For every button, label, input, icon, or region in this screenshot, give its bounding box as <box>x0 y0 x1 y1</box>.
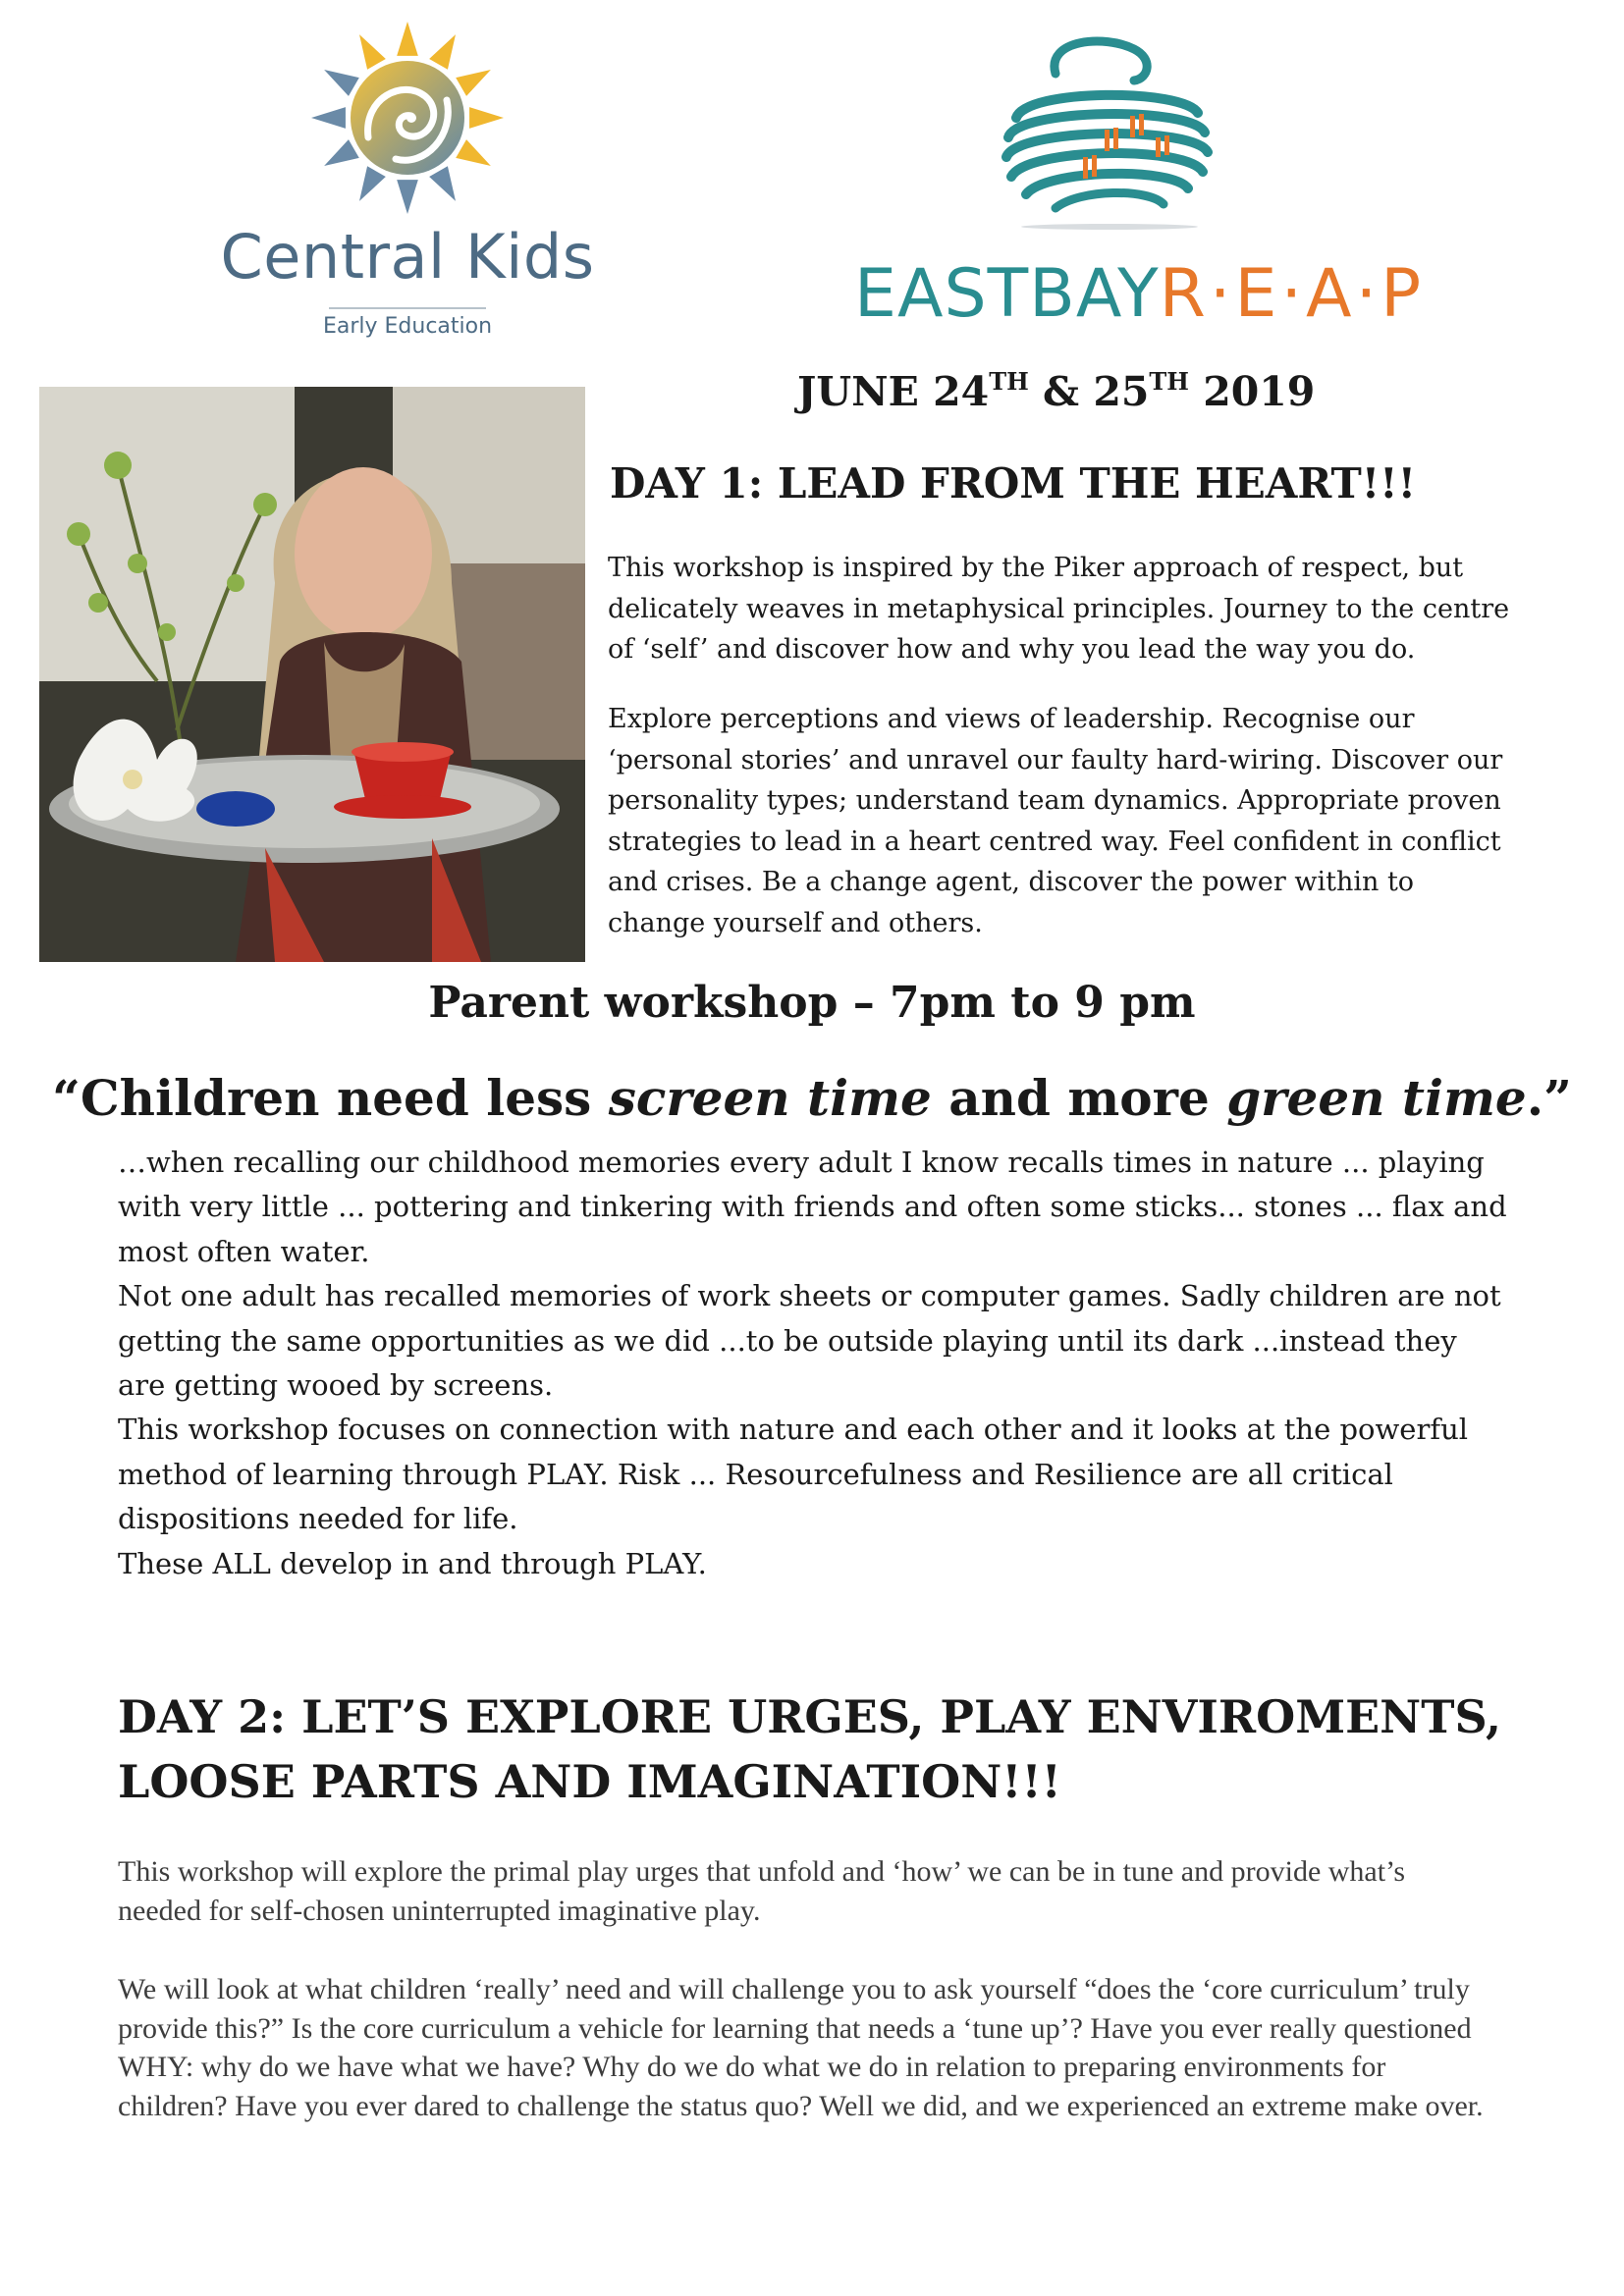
parent-workshop-heading: Parent workshop – 7pm to 9 pm <box>428 978 1196 1028</box>
day1-paragraph: Explore perceptions and views of leadership. Recognise our ‘personal stories’ and unravel our faulty hard-wiring. Discover our personality types; understand team dynamics. Appropriate proven strategies to lead in a heart centred way. Feel confident in conflict and crises. Be a change agent, discover the power within to change yourself and others. <box>608 704 1503 938</box>
sun-swirl-icon <box>309 20 506 216</box>
day2-title: DAY 2: LET’S EXPLORE URGES, PLAY ENVIROMENTS, LOOSE PARTS AND IMAGINATION!!! <box>118 1690 1502 1808</box>
presenter-photo <box>39 387 585 962</box>
eastbay-word: EASTBAY <box>854 255 1160 333</box>
parent-paragraph: …when recalling our childhood memories every adult I know recalls times in nature ... playing with very little ... pottering and tinkering with friends and often some sticks... stones ... flax and most often water. <box>118 1146 1507 1268</box>
parent-paragraph: This workshop focuses on connection with nature and each other and it looks at the powerful method of learning through PLAY. Risk ... Resourcefulness and Resilience are all critical dispositions needed for life. <box>118 1413 1469 1536</box>
parent-workshop-body <box>118 1141 1512 1586</box>
day1-paragraph: This workshop is inspired by the Piker approach of respect, but delicately weaves in metaphysical principles. Journey to the centre of ‘self’ and discover how and why you lead the way you do. <box>608 553 1510 666</box>
reap-word: R·E·A·P <box>1159 255 1426 333</box>
logo-divider <box>329 307 486 309</box>
workshop-quote: “Children need less screen time and more green time.” <box>52 1069 1572 1127</box>
woven-basket-icon <box>987 20 1222 231</box>
day1-title: DAY 1: LEAD FROM THE HEART!!! <box>610 459 1417 507</box>
central-kids-subtitle: Early Education <box>322 314 493 339</box>
eastbay-reap-wordmark <box>854 255 1425 333</box>
day2-paragraph: This workshop will explore the primal play urges that unfold and ‘how’ we can be in tune and provide what’s needed for self-chosen uninterrupted imaginative play. <box>118 1855 1406 1927</box>
central-kids-logo <box>211 20 604 339</box>
event-date: JUNE 24TH & 25TH 2019 <box>797 367 1316 415</box>
eastbay-reap-logo <box>844 20 1426 334</box>
central-kids-name: Central Kids <box>220 221 595 293</box>
parent-paragraph: Not one adult has recalled memories of work sheets or computer games. Sadly children are not getting the same opportunities as we did ...to be outside playing until its dark ...instead they are getting wooed by screens. <box>118 1279 1501 1403</box>
parent-paragraph: These ALL develop in and through PLAY. <box>118 1546 707 1580</box>
day2-paragraph: We will look at what children ‘really’ need and will challenge you to ask yourself “does the ‘core curriculum’ truly provide this?” Is the core curriculum a vehicle for learning that needs a ‘tune up’? Have you ever really questioned WHY: why do we have what we have? Why do we do what we do in relation to preparing environments for children? Have you ever dared to challenge the status quo? Well we did, and we experienced an extreme make over. <box>118 1973 1484 2122</box>
